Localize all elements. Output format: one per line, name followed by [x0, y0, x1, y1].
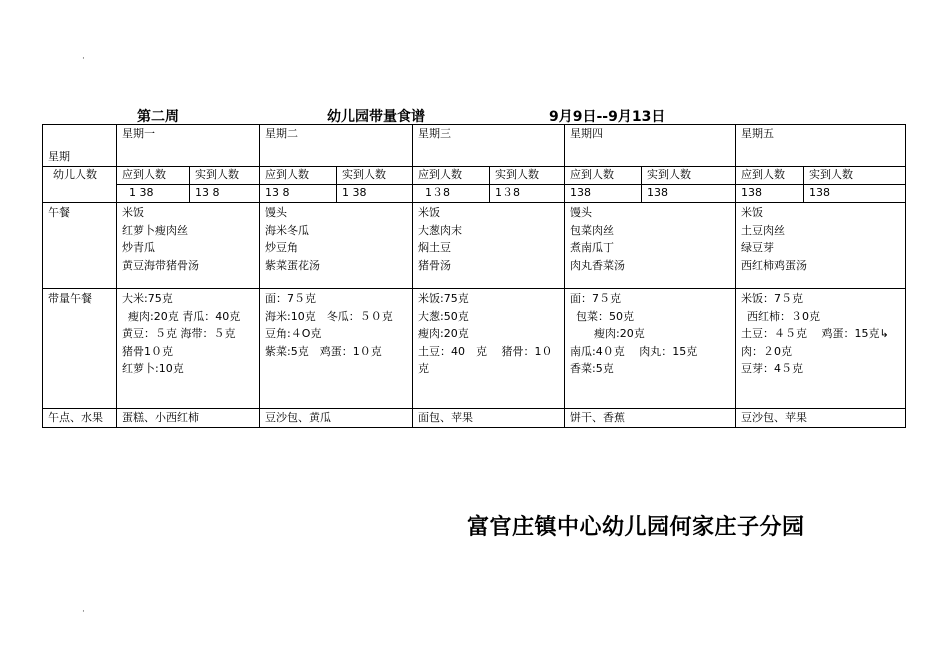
count-values-row [43, 185, 906, 203]
lunch-cell-thu [565, 203, 736, 289]
quantity-line: 香菜:5克 [570, 362, 614, 375]
organization-name: 富官庄镇中心幼儿园何家庄子分园 [467, 515, 805, 540]
lunch-quantity-row [43, 289, 906, 409]
quantity-line: 肉：２0克 [741, 344, 792, 358]
dish: 西红柿鸡蛋汤 [741, 258, 807, 272]
quantity-line: 克 [418, 362, 429, 375]
quantity-line: 大葱:50克 [418, 309, 469, 323]
quantity-line: 南瓜:4０克 肉丸：15克 [570, 344, 698, 358]
quantity-line: 土豆：40 克 猪骨：1０ [418, 344, 553, 358]
dish: 猪骨汤 [418, 258, 451, 272]
quantity-line: 包菜：50克 [576, 309, 634, 323]
actual-count-mon: 13 8 [190, 185, 260, 203]
quantity-cell-fri [736, 289, 906, 409]
quantity-cell-wed [413, 289, 565, 409]
lunch-quantity-label: 带量午餐 [43, 289, 117, 409]
snack-cell-mon: 蛋糕、小西红柿 [117, 409, 260, 428]
day-header-wed: 星期三 [413, 125, 565, 167]
quantity-line: 土豆：４５克 鸡蛋：15克↳ [741, 327, 889, 340]
week-heading: 第二周 [137, 109, 179, 125]
quantity-line: 面：7５克 [570, 292, 621, 305]
quantity-line: 红萝卜:10克 [122, 362, 184, 375]
snack-cell-wed: 面包、苹果 [413, 409, 565, 428]
due-count-mon: 1 38 [117, 185, 190, 203]
day-header-mon: 星期一 [117, 125, 260, 167]
quantity-line: 紫菜:5克 鸡蛋：1０克 [265, 344, 382, 358]
dish: 焖土豆 [418, 241, 451, 254]
due-count-thu: 138 [565, 185, 642, 203]
due-label: 应到人数 [413, 167, 490, 185]
lunch-cell-mon [117, 203, 260, 289]
due-count-tue: 13 8 [260, 185, 337, 203]
dish: 米饭 [418, 206, 440, 219]
dish: 米饭 [741, 206, 763, 219]
quantity-line: 面：7５克 [265, 292, 316, 305]
page-dot-top: · [82, 54, 85, 64]
quantity-line: 大米:75克 [122, 292, 173, 305]
dish: 馒头 [265, 206, 287, 219]
quantity-line: 米饭:75克 [418, 292, 469, 305]
weekday-row [43, 125, 906, 167]
quantity-line: 海米:10克 冬瓜：５０克 [265, 309, 393, 323]
actual-label: 实到人数 [190, 167, 260, 185]
snack-cell-thu: 饼干、香蕉 [565, 409, 736, 428]
snack-row [43, 409, 906, 428]
quantity-line: 豆芽：4５克 [741, 362, 803, 375]
lunch-cell-fri [736, 203, 906, 289]
actual-label: 实到人数 [337, 167, 413, 185]
day-header-thu: 星期四 [565, 125, 736, 167]
quantity-cell-mon [117, 289, 260, 409]
page-dot-bottom: · [82, 607, 85, 617]
actual-label: 实到人数 [642, 167, 736, 185]
menu-table [42, 124, 906, 428]
dish: 紫菜蛋花汤 [265, 258, 320, 272]
day-header-fri: 星期五 [736, 125, 906, 167]
date-range: 9月9日--9月13日 [549, 109, 666, 125]
lunch-label: 午餐 [43, 203, 117, 289]
actual-count-tue: 1 38 [337, 185, 413, 203]
lunch-row [43, 203, 906, 289]
dish: 大葱肉末 [418, 223, 462, 237]
child-count-label: 幼儿人数 [43, 167, 117, 203]
quantity-line: 猪骨1０克 [122, 344, 173, 358]
quantity-line: 豆角:４O克 [265, 327, 322, 340]
quantity-line: 米饭：7５克 [741, 292, 803, 305]
menu-title: 幼儿园带量食谱 [327, 109, 425, 125]
actual-count-wed: 1３8 [490, 185, 565, 203]
due-label: 应到人数 [565, 167, 642, 185]
dish: 包菜肉丝 [570, 223, 614, 237]
due-count-fri: 138 [736, 185, 804, 203]
quantity-cell-tue [260, 289, 413, 409]
weekday-corner-label: 星期 [43, 125, 117, 167]
dish: 炒青瓜 [122, 241, 155, 254]
due-label: 应到人数 [117, 167, 190, 185]
quantity-line: 西红柿：３0克 [747, 309, 820, 323]
day-header-tue: 星期二 [260, 125, 413, 167]
snack-cell-fri: 豆沙包、苹果 [736, 409, 906, 428]
snack-cell-tue: 豆沙包、黄瓜 [260, 409, 413, 428]
dish: 海米冬瓜 [265, 223, 309, 237]
dish: 黄豆海带猪骨汤 [122, 258, 199, 272]
actual-count-thu: 138 [642, 185, 736, 203]
lunch-cell-tue [260, 203, 413, 289]
dish: 馒头 [570, 206, 592, 219]
snack-label: 午点、水果 [43, 409, 117, 428]
actual-count-fri: 138 [804, 185, 906, 203]
dish: 肉丸香菜汤 [570, 258, 625, 272]
actual-label: 实到人数 [490, 167, 565, 185]
due-count-wed: 1３8 [413, 185, 490, 203]
quantity-cell-thu [565, 289, 736, 409]
quantity-line: 瘦肉:20克 青瓜：40克 [128, 309, 241, 323]
dish: 绿豆芽 [741, 241, 774, 254]
due-label: 应到人数 [736, 167, 804, 185]
lunch-cell-wed [413, 203, 565, 289]
dish: 米饭 [122, 206, 144, 219]
dish: 红萝卜瘦肉丝 [122, 223, 188, 237]
quantity-line: 黄豆：５克 海带：５克 [122, 327, 236, 340]
due-label: 应到人数 [260, 167, 337, 185]
dish: 炒豆角 [265, 241, 298, 254]
dish: 煮南瓜丁 [570, 241, 614, 254]
dish: 土豆肉丝 [741, 223, 785, 237]
quantity-line: 瘦肉:20克 [594, 327, 645, 340]
count-header-row [43, 167, 906, 185]
actual-label: 实到人数 [804, 167, 906, 185]
quantity-line: 瘦肉:20克 [418, 327, 469, 340]
